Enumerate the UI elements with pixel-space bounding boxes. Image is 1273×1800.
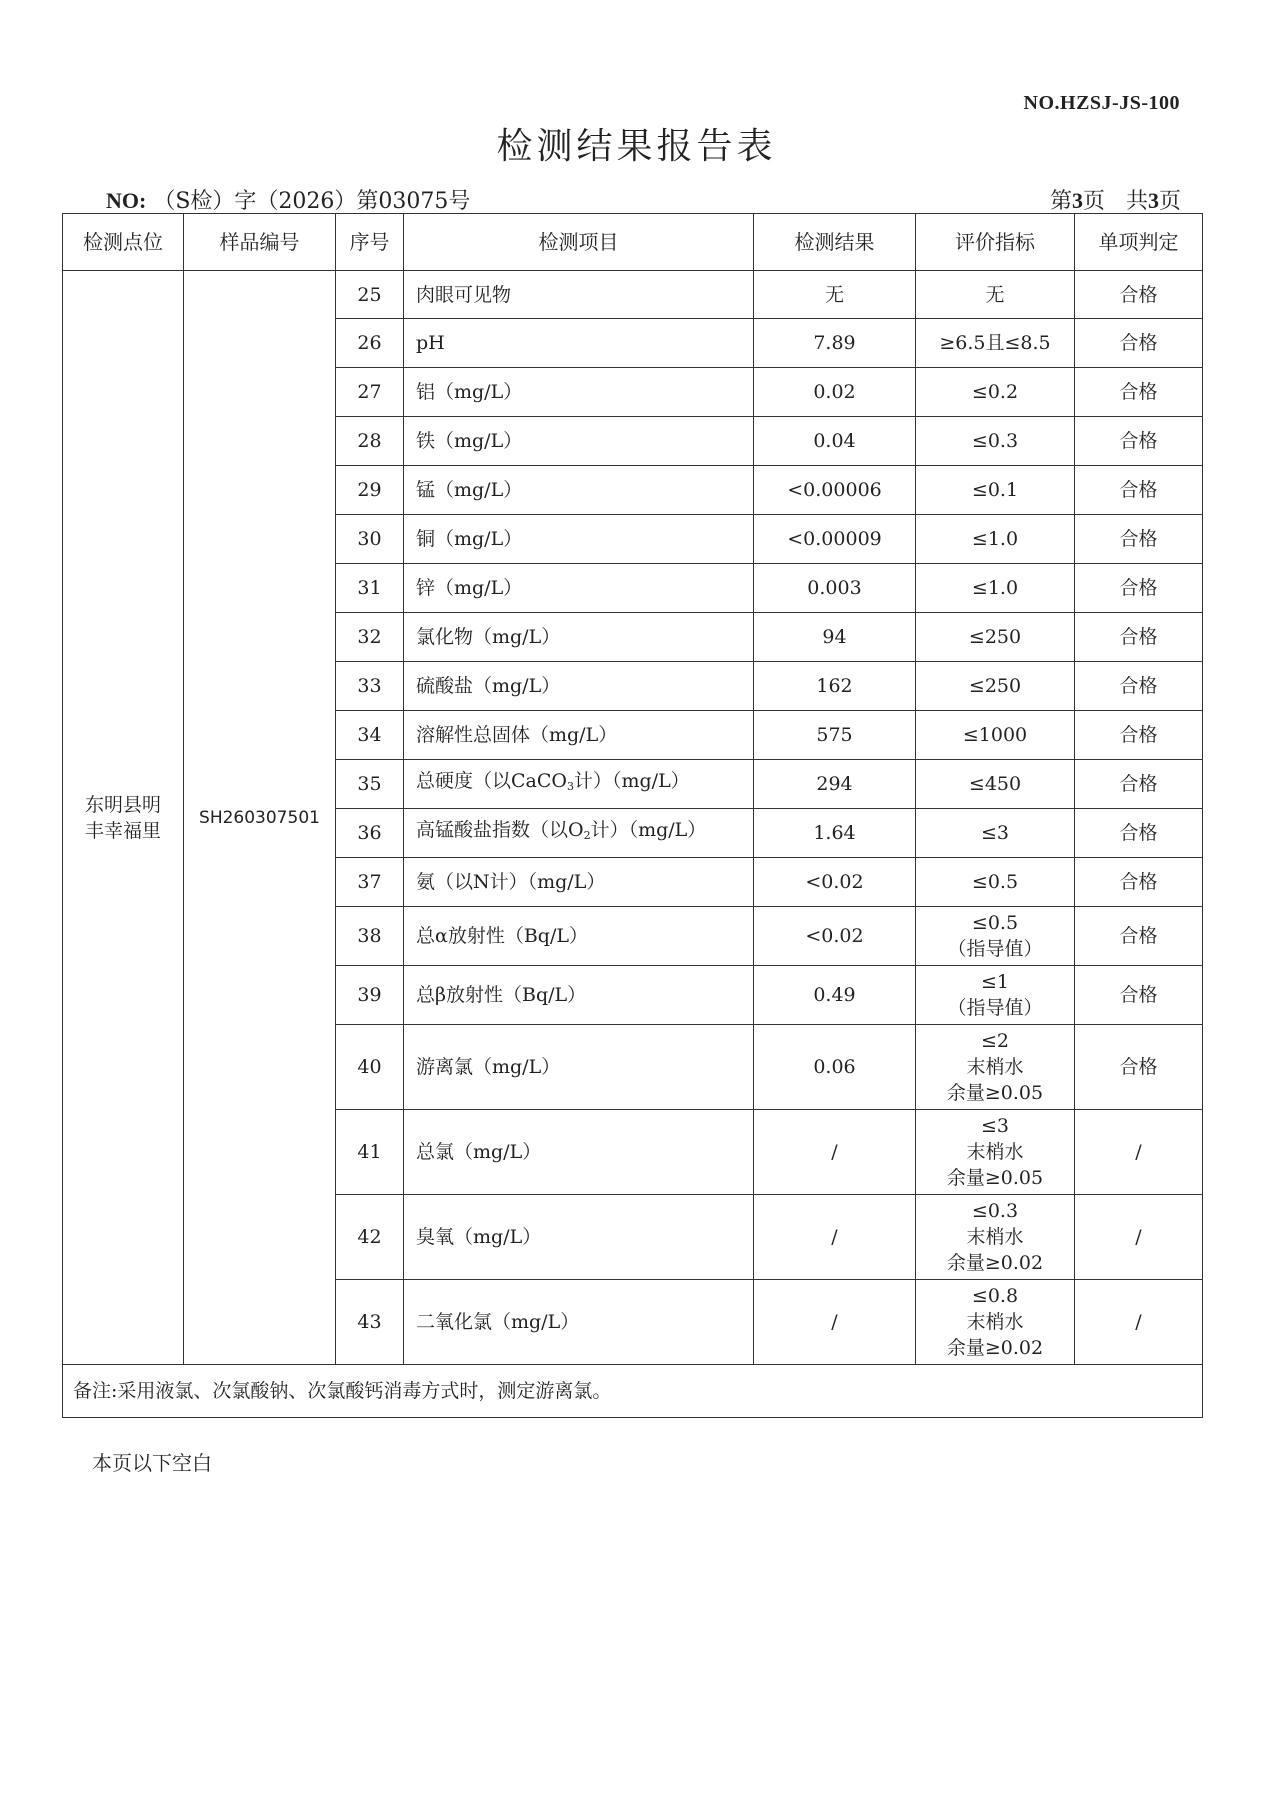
report-number-value: （S检）字（2026）第03075号 <box>153 189 471 214</box>
result-value: 0.04 <box>754 417 916 466</box>
item-name: 二氧化氯（mg/L） <box>404 1280 754 1365</box>
page-current: 3 <box>1071 188 1083 213</box>
item-name-part: 计）（mg/L） <box>590 819 707 841</box>
verdict: 合格 <box>1075 760 1203 809</box>
item-name-part: 计）（mg/L） <box>573 770 690 792</box>
item-name: 硫酸盐（mg/L） <box>404 662 754 711</box>
row-number: 31 <box>336 564 404 613</box>
standard-value <box>916 809 1075 858</box>
result-value: / <box>754 1280 916 1365</box>
standard-line: 末梢水 <box>966 1226 1024 1248</box>
page-current-prefix: 第 <box>1049 189 1072 214</box>
standard-line: ≤0.5 <box>971 871 1019 893</box>
table-row <box>63 271 1203 319</box>
verdict: 合格 <box>1075 662 1203 711</box>
verdict: 合格 <box>1075 417 1203 466</box>
header-standard: 评价指标 <box>916 214 1075 271</box>
verdict: / <box>1075 1110 1203 1195</box>
row-number: 26 <box>336 319 404 368</box>
report-number-label: NO: <box>106 188 147 213</box>
row-number: 30 <box>336 515 404 564</box>
row-number: 32 <box>336 613 404 662</box>
standard-line: ≤3 <box>980 822 1009 844</box>
standard-value <box>916 1025 1075 1110</box>
header-number: 序号 <box>336 214 404 271</box>
verdict: 合格 <box>1075 711 1203 760</box>
standard-line: ≤0.2 <box>971 381 1019 403</box>
verdict: 合格 <box>1075 515 1203 564</box>
item-name-subscript: 2 <box>583 829 591 842</box>
item-name: 游离氯（mg/L） <box>404 1025 754 1110</box>
standard-line: ≤1.0 <box>971 528 1019 550</box>
result-value: 0.02 <box>754 368 916 417</box>
result-value: 无 <box>754 271 916 319</box>
verdict: 合格 <box>1075 966 1203 1025</box>
verdict: 合格 <box>1075 466 1203 515</box>
page-total-suffix: 页 <box>1158 189 1181 214</box>
standard-value <box>916 466 1075 515</box>
item-name: 总氯（mg/L） <box>404 1110 754 1195</box>
standard-value <box>916 515 1075 564</box>
verdict: 合格 <box>1075 613 1203 662</box>
row-number: 40 <box>336 1025 404 1110</box>
standard-line: ≤0.3 <box>971 1200 1019 1222</box>
row-number: 41 <box>336 1110 404 1195</box>
standard-value <box>916 966 1075 1025</box>
item-name-part: 高锰酸盐指数（以O <box>416 819 584 841</box>
page-total-prefix: 共 <box>1125 189 1148 214</box>
row-number: 34 <box>336 711 404 760</box>
standard-value <box>916 417 1075 466</box>
standard-line: 末梢水 <box>966 1311 1024 1333</box>
standard-line: ≤250 <box>968 626 1022 648</box>
standard-value <box>916 858 1075 907</box>
standard-value <box>916 319 1075 368</box>
row-number: 27 <box>336 368 404 417</box>
item-name: 锌（mg/L） <box>404 564 754 613</box>
item-name: 铝（mg/L） <box>404 368 754 417</box>
result-value: 575 <box>754 711 916 760</box>
row-number: 28 <box>336 417 404 466</box>
location-cell <box>63 271 184 1365</box>
table-body <box>63 271 1203 1365</box>
standard-value <box>916 662 1075 711</box>
row-number: 37 <box>336 858 404 907</box>
standard-value <box>916 564 1075 613</box>
row-number: 42 <box>336 1195 404 1280</box>
standard-line: 末梢水 <box>966 1056 1024 1078</box>
item-name-subscript: 3 <box>566 780 574 793</box>
result-value: 0.003 <box>754 564 916 613</box>
standard-line: ≥6.5且≤8.5 <box>939 332 1051 354</box>
row-number: 38 <box>336 907 404 966</box>
standard-line: （指导值） <box>947 938 1043 960</box>
item-name: 铜（mg/L） <box>404 515 754 564</box>
item-name: pH <box>404 319 754 368</box>
item-name: 肉眼可见物 <box>404 271 754 319</box>
result-value: / <box>754 1110 916 1195</box>
standard-line: ≤0.1 <box>971 479 1019 501</box>
remark: 备注:采用液氯、次氯酸钠、次氯酸钙消毒方式时，测定游离氯。 <box>63 1365 1203 1418</box>
standard-value <box>916 368 1075 417</box>
row-number: 35 <box>336 760 404 809</box>
standard-line: 末梢水 <box>966 1141 1024 1163</box>
standard-line: ≤1000 <box>962 724 1028 746</box>
verdict: 合格 <box>1075 271 1203 319</box>
page-indicator <box>1050 184 1181 215</box>
standard-value <box>916 1280 1075 1365</box>
verdict: 合格 <box>1075 564 1203 613</box>
standard-value <box>916 271 1075 319</box>
standard-line: ≤0.5 <box>971 912 1019 934</box>
standard-value <box>916 760 1075 809</box>
result-value: 294 <box>754 760 916 809</box>
standard-value <box>916 1195 1075 1280</box>
standard-line: （指导值） <box>947 997 1043 1019</box>
header-item: 检测项目 <box>404 214 754 271</box>
standard-line: ≤450 <box>968 773 1022 795</box>
standard-line: ≤2 <box>980 1030 1009 1052</box>
verdict: 合格 <box>1075 907 1203 966</box>
standard-line: ≤1 <box>980 971 1009 993</box>
standard-line: 余量≥0.02 <box>946 1337 1044 1359</box>
verdict: 合格 <box>1075 319 1203 368</box>
result-value: / <box>754 1195 916 1280</box>
results-table <box>62 213 1203 1418</box>
result-value: <0.02 <box>754 858 916 907</box>
verdict: / <box>1075 1280 1203 1365</box>
standard-line: 余量≥0.02 <box>946 1252 1044 1274</box>
standard-value <box>916 711 1075 760</box>
item-name <box>404 760 754 809</box>
standard-value <box>916 613 1075 662</box>
item-name: 溶解性总固体（mg/L） <box>404 711 754 760</box>
page-current-suffix: 页 <box>1082 189 1105 214</box>
remark-row <box>63 1365 1203 1418</box>
row-number: 33 <box>336 662 404 711</box>
standard-line: 无 <box>985 283 1005 306</box>
result-value: 94 <box>754 613 916 662</box>
verdict: 合格 <box>1075 1025 1203 1110</box>
standard-line: 余量≥0.05 <box>946 1082 1044 1104</box>
standard-line: ≤0.3 <box>971 430 1019 452</box>
verdict: 合格 <box>1075 858 1203 907</box>
header-sample-id: 样品编号 <box>184 214 336 271</box>
report-number <box>106 184 470 215</box>
row-number: 29 <box>336 466 404 515</box>
result-value: 7.89 <box>754 319 916 368</box>
report-title: 检测结果报告表 <box>496 126 777 167</box>
standard-line: ≤3 <box>980 1115 1009 1137</box>
header-verdict: 单项判定 <box>1075 214 1203 271</box>
item-name: 总α放射性（Bq/L） <box>404 907 754 966</box>
verdict: 合格 <box>1075 809 1203 858</box>
result-value: <0.02 <box>754 907 916 966</box>
item-name <box>404 809 754 858</box>
sample-id-cell: SH260307501 <box>184 271 336 1365</box>
page-total: 3 <box>1147 188 1159 213</box>
location-line: 丰幸福里 <box>84 819 161 842</box>
standard-line: 余量≥0.05 <box>946 1167 1044 1189</box>
standard-line: ≤250 <box>968 675 1022 697</box>
item-name: 氯化物（mg/L） <box>404 613 754 662</box>
result-value: 162 <box>754 662 916 711</box>
location-line: 东明县明 <box>84 793 161 816</box>
standard-line: ≤1.0 <box>971 577 1019 599</box>
row-number: 36 <box>336 809 404 858</box>
row-number: 25 <box>336 271 404 319</box>
header-location: 检测点位 <box>63 214 184 271</box>
standard-line: ≤0.8 <box>971 1285 1019 1307</box>
standard-value <box>916 907 1075 966</box>
result-value: <0.00006 <box>754 466 916 515</box>
result-value: 0.06 <box>754 1025 916 1110</box>
verdict: / <box>1075 1195 1203 1280</box>
item-name: 铁（mg/L） <box>404 417 754 466</box>
result-value: 1.64 <box>754 809 916 858</box>
table-header-row <box>63 214 1203 271</box>
header-result: 检测结果 <box>754 214 916 271</box>
item-name: 臭氧（mg/L） <box>404 1195 754 1280</box>
standard-value <box>916 1110 1075 1195</box>
item-name: 锰（mg/L） <box>404 466 754 515</box>
result-value: 0.49 <box>754 966 916 1025</box>
row-number: 39 <box>336 966 404 1025</box>
blank-page-note: 本页以下空白 <box>92 1451 212 1475</box>
verdict: 合格 <box>1075 368 1203 417</box>
item-name: 总β放射性（Bq/L） <box>404 966 754 1025</box>
result-value: <0.00009 <box>754 515 916 564</box>
row-number: 43 <box>336 1280 404 1365</box>
item-name-part: 总硬度（以CaCO <box>416 770 567 792</box>
form-number: NO.HZSJ-JS-100 <box>1023 92 1180 114</box>
item-name: 氨（以N计）（mg/L） <box>404 858 754 907</box>
